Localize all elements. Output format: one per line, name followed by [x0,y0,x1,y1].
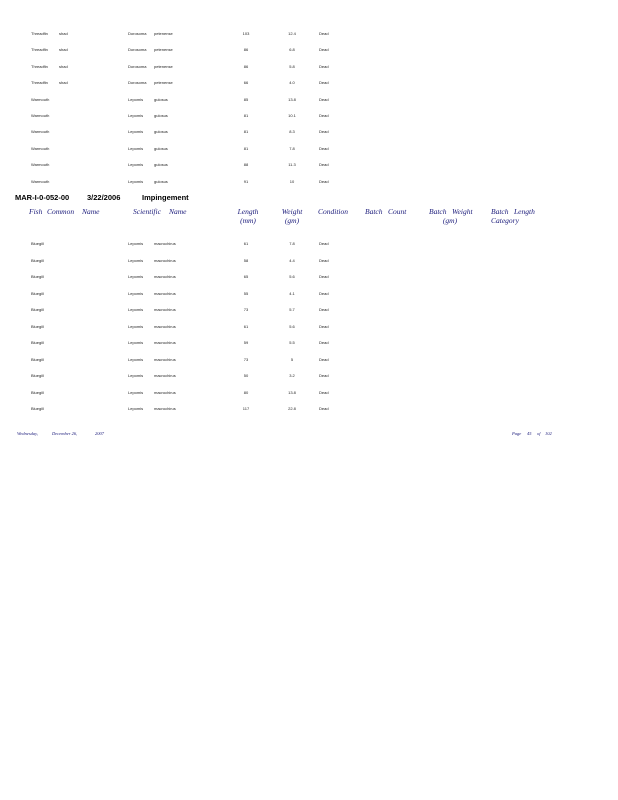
cell-common-name-1: Warmouth [31,113,50,118]
cell-weight-gm: 12.4 [288,31,296,36]
cell-genus: Lepomis [128,145,144,151]
col-length-unit: (mm) [240,216,256,225]
cell-weight-gm: 3.2 [289,373,295,378]
cell-common-name-1: Bluegill [31,241,44,246]
cell-genus: Lepomis [128,113,144,118]
cell-species: petenense [154,31,173,36]
table-row [0,291,618,301]
col-category: Category [491,216,519,225]
cell-condition: Dead [319,63,329,69]
table-row [0,47,618,57]
footer-of-label: of [537,431,541,436]
cell-length-mm: 55 [243,290,249,296]
sample-type: Impingement [142,193,189,202]
cell-common-name-1: Bluegill [31,340,44,345]
cell-condition: Dead [319,290,329,296]
cell-weight-gm: 4.1 [289,290,295,296]
col-fish: Fish [29,207,43,216]
cell-common-name-1: Bluegill [31,389,44,395]
cell-weight-gm: 5.8 [289,63,295,69]
cell-condition: Dead [319,31,329,36]
cell-length-mm: 81 [243,113,249,118]
cell-condition: Dead [319,356,329,362]
cell-common-name-2: shad [59,80,68,86]
cell-common-name-1: Bluegill [31,323,44,329]
table-row [0,357,618,367]
col-length3: Length [514,207,535,216]
col-scientific: Scientific [133,207,161,216]
cell-species: petenense [154,80,173,86]
cell-weight-gm: 4.0 [289,80,295,86]
cell-species: macrochirus [154,389,176,395]
col-weight: Weight [281,207,303,216]
cell-length-mm: 88 [243,162,249,168]
cell-common-name-1: Threadfin [31,47,48,53]
cell-species: gulosus [154,178,168,184]
sample-date: 3/22/2006 [87,193,121,202]
cell-genus: Lepomis [128,162,144,168]
table-row [0,241,618,251]
cell-condition: Dead [319,129,329,135]
cell-weight-gm: 5.6 [289,274,295,279]
table-row [0,274,618,284]
cell-weight-gm: 13.8 [288,389,296,395]
cell-condition: Dead [319,162,329,168]
cell-common-name-1: Bluegill [31,373,44,378]
cell-condition: Dead [319,113,329,118]
cell-species: gulosus [154,96,168,102]
cell-genus: Lepomis [128,356,144,362]
cell-common-name-1: Warmouth [31,96,50,102]
cell-common-name-1: Bluegill [31,356,44,362]
cell-length-mm: 80 [243,389,249,395]
cell-length-mm: 50 [243,373,249,378]
cell-species: gulosus [154,145,168,151]
cell-genus: Dorosoma [128,63,147,69]
col-weight2: Weight [452,207,473,216]
table-row [0,80,618,90]
table-row [0,97,618,107]
section-header [0,193,618,205]
cell-species: macrochirus [154,373,176,378]
station-id: MAR-I-0-052-00 [15,193,70,202]
cell-common-name-1: Bluegill [31,274,44,279]
table-row [0,373,618,383]
footer-page-total: 102 [545,431,552,436]
cell-length-mm: 85 [243,96,249,102]
col-name1: Name [82,207,100,216]
cell-species: macrochirus [154,290,176,296]
table-row [0,390,618,400]
cell-condition: Dead [319,323,329,329]
table-row [0,113,618,123]
cell-weight-gm: 5.6 [289,323,295,329]
col-count: Count [388,207,407,216]
cell-genus: Lepomis [128,389,144,395]
cell-weight-gm: 5.7 [289,307,295,312]
cell-condition: Dead [319,307,329,312]
table-row [0,258,618,268]
cell-genus: Lepomis [128,241,144,246]
cell-length-mm: 117 [242,406,250,411]
cell-species: macrochirus [154,274,176,279]
cell-species: macrochirus [154,257,176,263]
cell-length-mm: 81 [243,129,249,135]
cell-condition: Dead [319,406,329,411]
col-weight-unit: (gm) [284,216,300,225]
table-row [0,340,618,350]
col-weight2-unit: (gm) [442,216,458,225]
cell-weight-gm: 22.8 [288,406,296,411]
cell-weight-gm: 10 [289,178,295,184]
footer-weekday: Wednesday, [17,431,38,436]
cell-species: gulosus [154,113,168,118]
cell-genus: Lepomis [128,373,144,378]
cell-weight-gm: 7.8 [289,145,295,151]
cell-genus: Lepomis [128,129,144,135]
cell-condition: Dead [319,47,329,53]
column-headers [0,207,618,229]
cell-genus: Lepomis [128,406,144,411]
cell-length-mm: 61 [243,241,249,246]
col-length: Length [237,207,259,216]
cell-weight-gm: 11.3 [288,162,296,168]
cell-common-name-1: Warmouth [31,162,50,168]
table-row [0,307,618,317]
cell-condition: Dead [319,257,329,263]
cell-weight-gm: 5.5 [289,340,295,345]
footer-page-label: Page [512,431,522,436]
cell-common-name-1: Warmouth [31,129,50,135]
cell-condition: Dead [319,96,329,102]
cell-species: macrochirus [154,406,176,411]
cell-condition: Dead [319,145,329,151]
table-row [0,324,618,334]
cell-genus: Lepomis [128,96,144,102]
table-row [0,129,618,139]
cell-condition: Dead [319,80,329,86]
cell-length-mm: 58 [243,257,249,263]
page-footer [0,431,618,439]
cell-common-name-1: Threadfin [31,80,48,86]
cell-common-name-1: Threadfin [31,31,48,36]
col-batch: Batch [365,207,383,216]
col-name2: Name [169,207,187,216]
table-row [0,64,618,74]
col-condition: Condition [318,207,349,216]
table-row [0,179,618,189]
cell-species: macrochirus [154,241,176,246]
footer-page-num: 45 [527,431,532,436]
cell-condition: Dead [319,389,329,395]
cell-common-name-1: Warmouth [31,145,50,151]
cell-weight-gm: 10.1 [288,113,296,118]
col-common: Common [47,207,75,216]
cell-length-mm: 91 [243,178,249,184]
footer-year: 2007 [95,431,104,436]
table-row [0,146,618,156]
cell-common-name-1: Warmouth [31,178,50,184]
cell-common-name-1: Bluegill [31,290,44,296]
cell-genus: Lepomis [128,178,144,184]
col-batch3: Batch [491,207,509,216]
cell-weight-gm: 13.8 [288,96,296,102]
cell-length-mm: 86 [243,63,249,69]
table-row [0,31,618,41]
cell-length-mm: 81 [243,145,249,151]
cell-species: macrochirus [154,323,176,329]
cell-condition: Dead [319,340,329,345]
cell-genus: Lepomis [128,323,144,329]
cell-length-mm: 73 [243,356,249,362]
cell-weight-gm: 5 [290,356,294,362]
cell-species: macrochirus [154,340,176,345]
cell-common-name-1: Bluegill [31,257,44,263]
cell-species: macrochirus [154,356,176,362]
footer-date: December 26, [52,431,78,436]
cell-condition: Dead [319,373,329,378]
cell-species: petenense [154,63,173,69]
cell-genus: Dorosoma [128,31,147,36]
cell-genus: Lepomis [128,257,144,263]
cell-weight-gm: 8.3 [289,129,295,135]
cell-length-mm: 66 [243,80,249,86]
cell-length-mm: 59 [243,340,249,345]
table-row [0,406,618,416]
cell-genus: Lepomis [128,307,144,312]
cell-genus: Lepomis [128,274,144,279]
cell-length-mm: 65 [243,274,249,279]
cell-common-name-1: Bluegill [31,406,44,411]
cell-genus: Lepomis [128,290,144,296]
cell-condition: Dead [319,178,329,184]
cell-common-name-2: shad [59,31,68,36]
cell-common-name-2: shad [59,47,68,53]
cell-weight-gm: 7.8 [289,241,295,246]
cell-length-mm: 103 [242,31,250,36]
cell-species: macrochirus [154,307,176,312]
cell-length-mm: 73 [243,307,249,312]
cell-common-name-2: shad [59,63,68,69]
cell-weight-gm: 6.8 [289,47,295,53]
cell-common-name-1: Threadfin [31,63,48,69]
cell-condition: Dead [319,274,329,279]
table-row [0,162,618,172]
cell-condition: Dead [319,241,329,246]
cell-weight-gm: 4.4 [289,257,295,263]
cell-genus: Dorosoma [128,80,147,86]
cell-genus: Lepomis [128,340,144,345]
cell-species: gulosus [154,129,168,135]
col-batch2: Batch [429,207,447,216]
cell-species: gulosus [154,162,168,168]
cell-length-mm: 86 [243,47,249,53]
cell-length-mm: 61 [243,323,249,329]
cell-species: petenense [154,47,173,53]
cell-genus: Dorosoma [128,47,147,53]
cell-common-name-1: Bluegill [31,307,44,312]
